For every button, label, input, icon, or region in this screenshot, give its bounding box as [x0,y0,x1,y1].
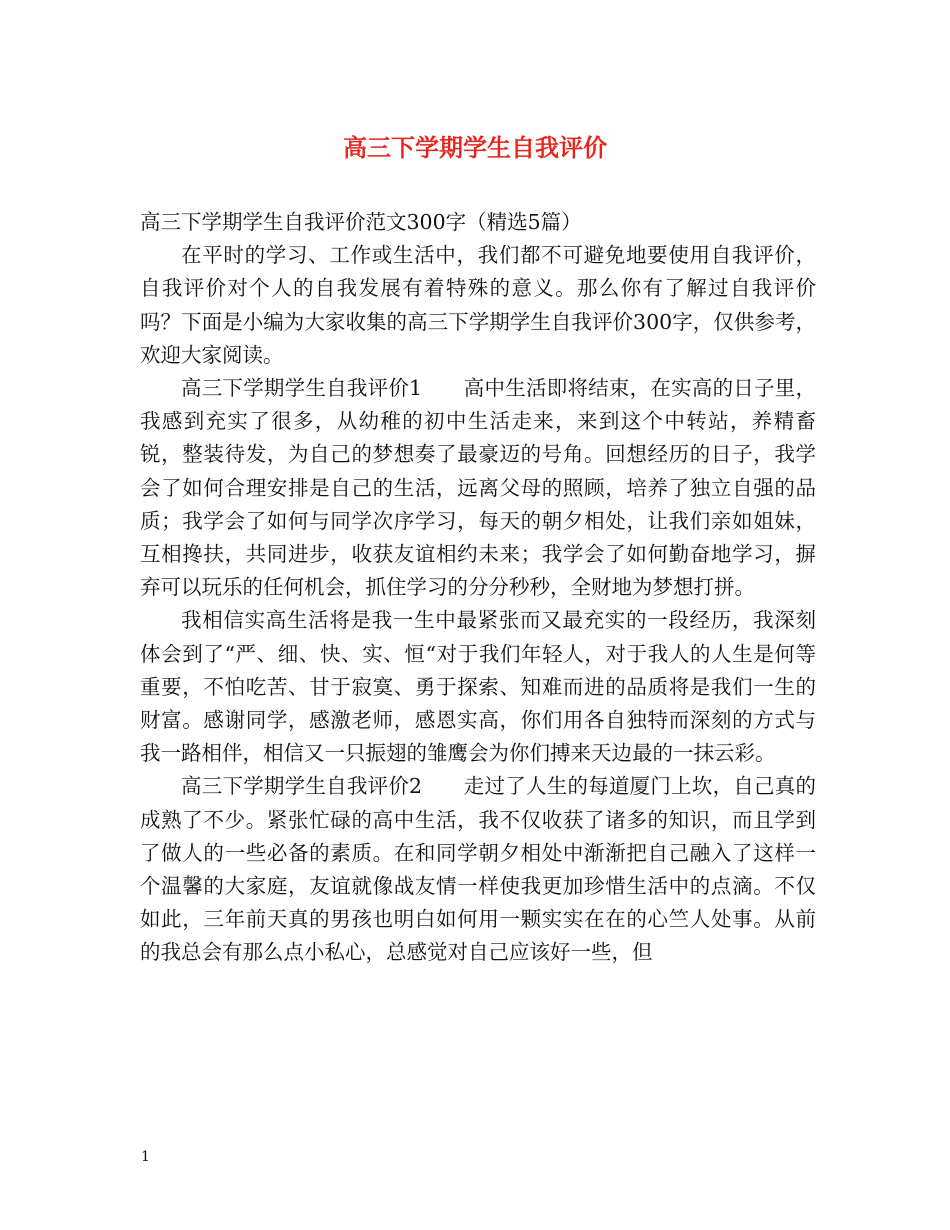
page-number: 1 [141,1149,150,1165]
document-title: 高三下学期学生自我评价 [343,133,607,162]
paragraph-evaluation-2: 高三下学期学生自我评价2 走过了人生的每道厦门上坎，自己真的成熟了不少。紧张忙碌的高中生活，我不仅收获了诸多的知识，而且学到了做人的一些必备的素质。在和同学朝夕相处中渐渐把自己融入了这样一个温馨的大家庭，友谊就像战友情一样使我更加珍惜生活中的点滴。不仅如此，三年前天真的男孩也明白如何用一颗实实在在的心竺人处事。从前的我总会有那么点小私心，总感觉对自己应该好一些，但 [140,774,816,965]
paragraph-evaluation-1-continued: 我相信实高生活将是我一生中最紧张而又最充实的一段经历，我深刻体会到了“严、细、快、实、恒“对于我们年轻人，对于我人的人生是何等重要，不怕吃苦、甘于寂寞、勇于探索、知难而进的品质将是我们一生的财富。感谢同学，感激老师，感恩实高，你们用各自独特而深刻的方式与我一路相伴，相信又一只振翅的雏鹰会为你们搏来天边最的一抹云彩。 [140,608,816,766]
paragraph-intro: 在平时的学习、工作或生活中，我们都不可避免地要使用自我评价，自我评价对个人的自我发展有着特殊的意义。那么你有了解过自我评价吗？下面是小编为大家收集的高三下学期学生自我评价300字，仅供参考，欢迎大家阅读。 [140,243,816,367]
paragraph-evaluation-1: 高三下学期学生自我评价1 高中生活即将结束，在实高的日子里，我感到充实了很多，从幼稚的初中生活走来，来到这个中转站，养精畜锐，整装待发，为自己的梦想奏了最豪迈的号角。回想经历的日子，我学会了如何合理安排是自己的生活，远离父母的照顾，培养了独立自强的品质；我学会了如何与同学次序学习，每天的朝夕相处，让我们亲如姐妹，互相搀扶，共同进步，收获友谊相约未来；我学会了如何勤奋地学习，摒弃可以玩乐的任何机会，抓住学习的分分秒秒，全财地为梦想打拼。 [140,376,816,600]
document-body [140,206,816,970]
document-subtitle: 高三下学期学生自我评价范文300字（精选5篇） [140,210,582,234]
